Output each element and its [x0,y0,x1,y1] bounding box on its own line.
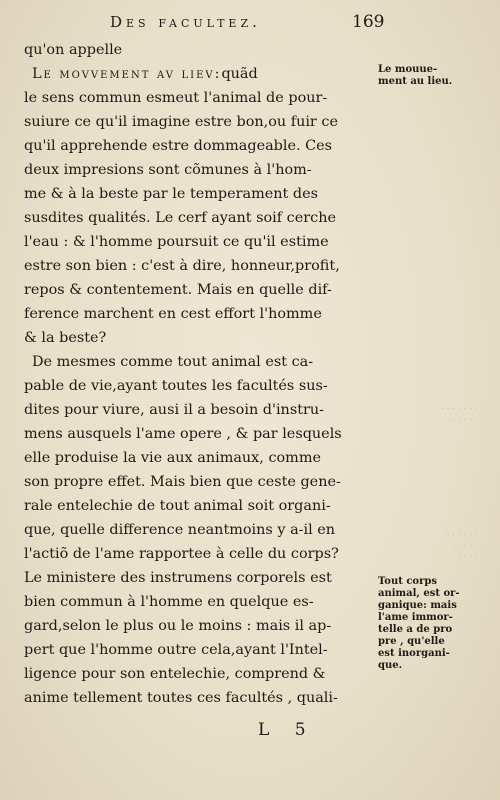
text-line: elle produise la vie aux animaux, comme [24,450,321,466]
margin-note-line: animal, est or- [378,588,460,599]
bleed-through-text: . . . . . . . . . . . . . . . [446,528,478,560]
text-line: dites pour viure, ausi il a besoin d'instru- [24,402,324,418]
margin-note [378,64,490,88]
margin-note-line: ment au lieu. [378,76,453,87]
body-text [24,38,376,710]
text-line: qu'il apprehende estre dommageable. Ces [24,138,333,154]
text-line: repos & contentement. Mais en quelle dif- [24,282,332,298]
margin-note-line: l'ame immor- [378,612,453,623]
text-line: bien commun à l'homme en quelque es- [24,594,314,610]
text-line: Le ministere des instrumens corporels est [24,570,332,586]
bleed-through-text: . . . . . . . . . . . . . [440,402,478,423]
text-line: susdites qualités. Le cerf ayant soif cerche [24,210,336,226]
text-line: De mesmes comme tout animal est ca- [32,354,314,370]
text-line: pert que l'homme outre cela,ayant l'Intel- [24,642,328,658]
text-line: le sens commun esmeut l'animal de pour- [24,90,328,106]
text-line: son propre effet. Mais bien que ceste gene- [24,474,341,490]
text-line: que, quelle difference neantmoins y a-il en [24,522,336,538]
text-line: mens ausquels l'ame opere , & par lesquels [24,426,342,442]
text-line: l'eau : & l'homme poursuit ce qu'il estime [24,234,329,250]
margin-note-line: telle a de pro [378,624,453,635]
margin-note [378,576,490,672]
margin-note-line: que. [378,660,403,671]
text-line: qu'on appelle [24,42,123,58]
text-line: ligence pour son entelechie, comprend & [24,666,326,682]
text-line: ference marchent en cest effort l'homme [24,306,322,322]
margin-note-line: Le mouue- [378,64,438,75]
text-line: me & à la beste par le temperament des [24,186,318,202]
signature-mark: L 5 [258,720,316,740]
text-line: suiure ce qu'il imagine estre bon,ou fuir ce [24,114,338,130]
text-line: estre son bien : c'est à dire, honneur,profit, [24,258,340,274]
text-line: Le movvement av liev:quãd [32,66,258,82]
margin-note-line: Tout corps [378,576,437,587]
text-line: gard,selon le plus ou le moins : mais il ap- [24,618,332,634]
section-heading: Le movvement av liev: [32,66,222,82]
text-line: deux impresions sont cõmunes à l'hom- [24,162,312,178]
margin-note-line: ganique: mais [378,600,457,611]
margin-note-line: pre , qu'elle [378,636,445,647]
page-number: 169 [352,12,385,32]
text-line: pable de vie,ayant toutes les facultés sus- [24,378,328,394]
text-line: rale entelechie de tout animal soit organi- [24,498,331,514]
text-line: & la beste? [24,330,107,346]
text-line: l'actiõ de l'ame rapportee à celle du corps? [24,546,339,562]
text-line: anime tellement toutes ces facultés , quali- [24,690,338,706]
running-head: Des facultez. [110,13,261,31]
margin-note-line: est inorgani- [378,648,450,659]
